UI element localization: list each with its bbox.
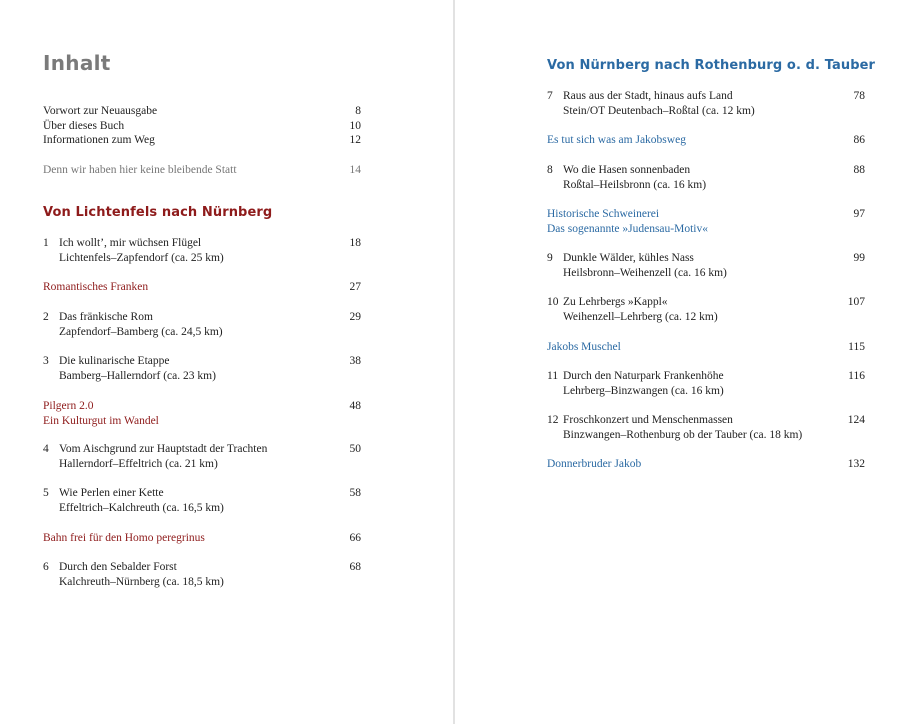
toc-page-number: 86 xyxy=(853,134,865,146)
toc-page-number: 116 xyxy=(848,370,865,382)
toc-page-number: 107 xyxy=(847,296,865,308)
stage-title: Wie Perlen einer Kette xyxy=(59,487,164,499)
stage-route: Roßtal–Heilsbronn (ca. 16 km) xyxy=(563,178,707,191)
stage-title: Wo die Hasen sonnenbaden xyxy=(563,164,691,176)
stage-route: Hallerndorf–Effeltrich (ca. 21 km) xyxy=(59,457,218,470)
toc-entry-title: Informationen zum Weg xyxy=(43,134,155,146)
stage-title: Vom Aischgrund zur Hauptstadt der Trachten xyxy=(59,443,268,455)
toc-page-number: 18 xyxy=(349,237,361,249)
stage-number: 9 xyxy=(547,252,553,264)
stage-number: 10 xyxy=(547,296,559,308)
toc-entry-title: Über dieses Buch xyxy=(43,119,125,132)
stage-number: 3 xyxy=(43,355,49,367)
stage-title: Durch den Naturpark Frankenhöhe xyxy=(563,370,724,382)
toc-page-number: 38 xyxy=(349,355,361,367)
toc-page-number: 29 xyxy=(349,311,361,323)
toc-page-number: 132 xyxy=(847,458,865,470)
stage-title: Zu Lehrbergs »Kappl« xyxy=(563,296,668,308)
toc-page-number: 115 xyxy=(848,341,865,353)
stage-route: Kalchreuth–Nürnberg (ca. 18,5 km) xyxy=(59,575,224,588)
stage-title: Das fränkische Rom xyxy=(59,311,153,323)
toc-page-number: 97 xyxy=(853,208,865,220)
stage-number: 7 xyxy=(547,90,553,102)
stage-number: 4 xyxy=(43,443,49,455)
stage-route: Lichtenfels–Zapfendorf (ca. 25 km) xyxy=(59,251,224,264)
stage-title: Raus aus der Stadt, hinaus aufs Land xyxy=(563,90,733,102)
toc-page-number: 12 xyxy=(349,134,361,146)
essay-title: Romantisches Franken xyxy=(43,281,149,293)
stage-number: 6 xyxy=(43,561,49,573)
toc-page-number: 88 xyxy=(853,164,865,176)
stage-title: Ich wollt’, mir wüchsen Flügel xyxy=(59,237,202,249)
toc-entry-title: Vorwort zur Neuausgabe xyxy=(43,105,158,117)
stage-number: 2 xyxy=(43,311,49,323)
stage-title: Die kulinarische Etappe xyxy=(59,355,170,367)
stage-route: Heilsbronn–Weihenzell (ca. 16 km) xyxy=(563,266,727,279)
stage-number: 12 xyxy=(547,414,559,426)
essay-title: Pilgern 2.0 xyxy=(43,400,94,412)
toc-page-number: 8 xyxy=(355,105,361,117)
toc-page-number: 14 xyxy=(349,164,361,176)
right-page xyxy=(455,0,906,724)
toc-page-number: 66 xyxy=(349,532,361,544)
toc-entry-title: Denn wir haben hier keine bleibende Statt xyxy=(43,164,237,176)
stage-number: 5 xyxy=(43,487,49,499)
stage-route: Weihenzell–Lehrberg (ca. 12 km) xyxy=(563,310,718,323)
stage-number: 1 xyxy=(43,237,49,249)
toc-page-number: 124 xyxy=(847,414,865,426)
stage-route: Effeltrich–Kalchreuth (ca. 16,5 km) xyxy=(59,501,224,514)
section-heading-part-2: Von Nürnberg nach Rothenburg o. d. Tauber xyxy=(547,58,876,73)
stage-title: Dunkle Wälder, kühles Nass xyxy=(563,252,694,264)
section-heading-part-1: Von Lichtenfels nach Nürnberg xyxy=(43,205,273,220)
page-title: Inhalt xyxy=(43,51,111,75)
toc-page-number: 99 xyxy=(853,252,865,264)
stage-route: Zapfendorf–Bamberg (ca. 24,5 km) xyxy=(59,325,223,338)
stage-route: Lehrberg–Binzwangen (ca. 16 km) xyxy=(563,384,724,397)
essay-subtitle: Ein Kulturgut im Wandel xyxy=(43,414,159,427)
stage-number: 8 xyxy=(547,164,553,176)
toc-page-number: 10 xyxy=(349,119,361,132)
toc-page-number: 58 xyxy=(349,487,361,499)
stage-number: 11 xyxy=(547,370,559,382)
stage-route: Binzwangen–Rothenburg ob der Tauber (ca. 18 km) xyxy=(563,428,803,441)
essay-title: Es tut sich was am Jakobsweg xyxy=(547,134,686,146)
stage-route: Stein/OT Deutenbach–Roßtal (ca. 12 km) xyxy=(563,104,755,117)
toc-page-number: 68 xyxy=(349,561,361,573)
essay-title: Historische Schweinerei xyxy=(547,208,660,220)
toc-page-number: 50 xyxy=(349,443,361,455)
essay-subtitle: Das sogenannte »Judensau-Motiv« xyxy=(547,222,708,235)
stage-route: Bamberg–Hallerndorf (ca. 23 km) xyxy=(59,369,216,382)
toc-page-number: 27 xyxy=(349,281,361,293)
essay-title: Donnerbruder Jakob xyxy=(547,458,642,470)
essay-title: Jakobs Muschel xyxy=(547,341,621,353)
toc-page-number: 78 xyxy=(853,90,865,102)
stage-title: Froschkonzert und Menschenmassen xyxy=(563,414,733,426)
essay-title: Bahn frei für den Homo peregrinus xyxy=(43,532,205,544)
toc-page-number: 48 xyxy=(349,400,361,412)
stage-title: Durch den Sebalder Forst xyxy=(59,561,177,573)
